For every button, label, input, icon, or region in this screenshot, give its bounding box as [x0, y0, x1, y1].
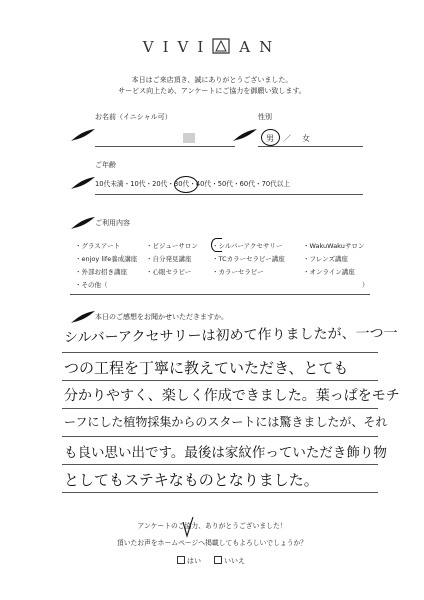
feather-pen-icon	[70, 128, 96, 142]
impressions-label: 本日のご感想をお聞かせいただきますか。	[95, 313, 228, 321]
feather-pen-icon	[70, 216, 96, 230]
handwritten-line: ーフにした植物採集からのスタートには驚きましたが、それ	[64, 415, 388, 429]
gender-selected-circle	[261, 129, 280, 146]
age-label: ご年齢	[95, 161, 116, 169]
brand-left: VIVI	[142, 38, 213, 56]
age-options: 10代未満・10代・20代・30代・40代・50代・60代・70代以上	[95, 180, 291, 188]
usage-item: ・ビジューサロン	[146, 242, 198, 250]
age-selected-circle	[174, 176, 198, 193]
usage-underline	[70, 294, 370, 295]
usage-other: ・その他（	[75, 281, 108, 289]
intro-line-2: サービス向上ため、アンケートにご協力を御願い致します。	[118, 87, 306, 95]
handwritten-line: としてもステキなものとなりました。	[64, 471, 319, 489]
gender-label: 性別	[258, 113, 272, 121]
brand-logo	[0, 38, 424, 56]
handwritten-line: シルバーアクセサリーは初めて作りましたが、一つ一	[63, 325, 398, 346]
handwritten-line: つの工程を丁寧に教えていただき、とても	[64, 359, 349, 377]
usage-item: ・心眼セラピー	[146, 268, 192, 276]
option-yes-label: はい	[187, 557, 201, 565]
writing-line	[62, 352, 378, 353]
writing-line	[62, 464, 378, 465]
writing-line	[62, 436, 378, 437]
name-underline	[95, 146, 235, 147]
gender-male: 男	[266, 134, 274, 143]
usage-item: ・TCカラーセラピー講座	[212, 255, 285, 263]
option-no[interactable]	[214, 556, 245, 566]
usage-item: ・シルバーアクセサリー	[212, 242, 283, 250]
brand-mark-icon	[212, 38, 230, 54]
usage-other-close: ）	[362, 281, 369, 289]
usage-item: ・WakuWakuサロン	[303, 242, 365, 250]
usage-item: ・オンライン講座	[303, 268, 355, 276]
usage-selected-mark	[211, 238, 222, 252]
check-mark-icon	[182, 516, 194, 538]
gender-female: 女	[302, 134, 310, 143]
checkbox-yes[interactable]	[177, 556, 185, 564]
age-underline	[95, 194, 363, 195]
option-yes[interactable]	[177, 556, 201, 566]
checkbox-no[interactable]	[214, 556, 222, 564]
usage-label: ご利用内容	[95, 219, 130, 227]
usage-item: ・enjoy life養成講座	[75, 255, 138, 263]
gender-underline	[258, 146, 363, 147]
option-no-label: いいえ	[224, 557, 245, 565]
writing-line	[62, 492, 378, 493]
gender-separator: ／	[283, 134, 291, 143]
handwritten-line: 分かりやすく、楽しく作成できました。葉っぱをモチ	[64, 388, 400, 404]
feather-pen-icon	[232, 128, 258, 142]
writing-line	[62, 380, 378, 381]
feather-pen-icon	[70, 176, 96, 190]
usage-item: ・グラスアート	[75, 242, 121, 250]
usage-item: ・カラーセラピー	[212, 268, 264, 276]
brand-right: AN	[239, 38, 282, 56]
name-redacted-block	[183, 133, 195, 143]
footer-thanks: アンケートのご協力、ありがとうございました！	[137, 522, 287, 530]
feather-pen-icon	[70, 310, 96, 324]
name-label: お名前（イニシャル可）	[95, 113, 172, 121]
writing-line	[62, 408, 378, 409]
intro-line-1: 本日はご来店頂き、誠にありがとうございました。	[131, 76, 293, 84]
handwritten-line: も良い思い出です。最後は家紋作っていただき飾り物	[64, 445, 387, 461]
usage-item: ・自分発見講座	[146, 255, 192, 263]
usage-item: ・フレンズ講座	[303, 255, 348, 263]
usage-item: ・外部お招き講座	[75, 268, 127, 276]
footer-question: 頂いたお声をホームページへ掲載してもよろしいでしょうか？	[116, 539, 308, 547]
